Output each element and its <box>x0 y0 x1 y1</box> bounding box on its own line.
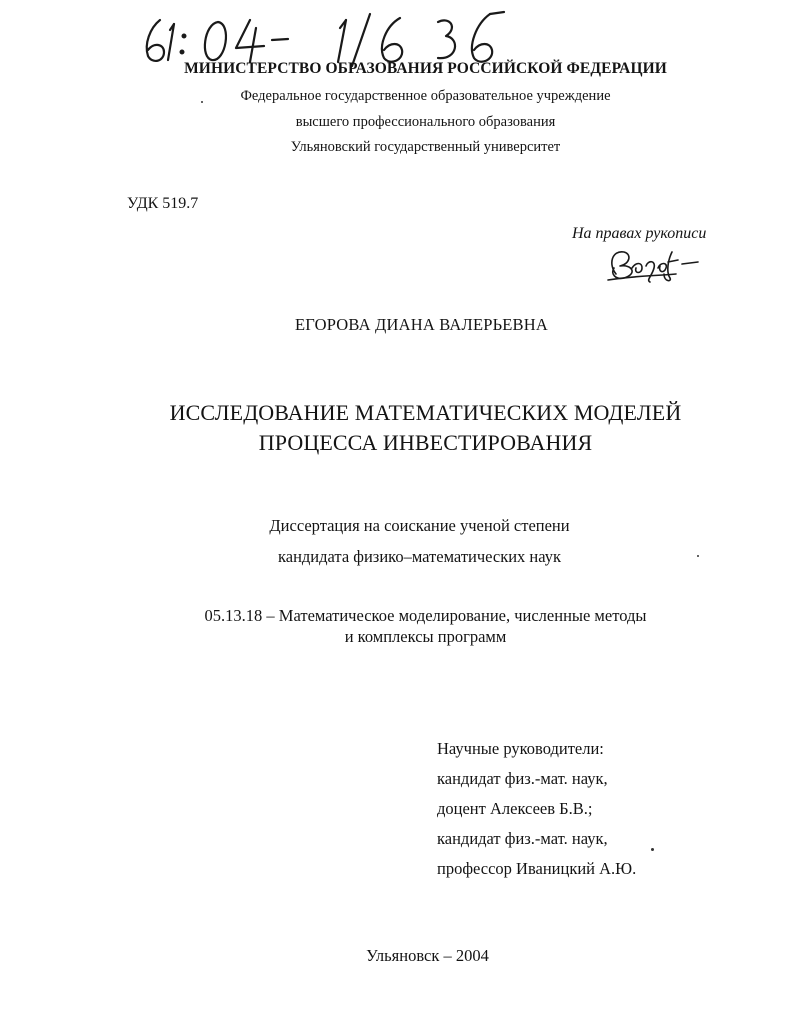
degree-line-1: Диссертация на соискание ученой степени <box>269 516 570 535</box>
supervisor-line: кандидат физ.-мат. наук, <box>437 769 608 788</box>
dissertation-title-line-1: ИССЛЕДОВАНИЕ МАТЕМАТИЧЕСКИХ МОДЕЛЕЙ <box>169 400 682 425</box>
author-signature <box>602 244 702 284</box>
supervisor-line: кандидат физ.-мат. наук, <box>437 829 608 848</box>
supervisor-line: профессор Иваницкий А.Ю. <box>437 859 637 878</box>
degree-line-2: кандидата физико–математических наук <box>277 547 562 566</box>
scan-speck <box>651 848 654 851</box>
city-year: Ульяновск – 2004 <box>366 946 489 965</box>
specialty-line-1: 05.13.18 – Математическое моделирование, численные методы <box>204 606 647 625</box>
specialty-line-2: и комплексы программ <box>344 627 507 646</box>
institution-line-1: Федеральное государственное образовательное учреждение <box>240 88 611 104</box>
author-name: ЕГОРОВА ДИАНА ВАЛЕРЬЕВНА <box>295 315 548 334</box>
handwritten-archive-code <box>138 6 538 68</box>
udk-code: УДК 519.7 <box>127 195 199 212</box>
dissertation-title-line-2: ПРОЦЕССА ИНВЕСТИРОВАНИЯ <box>258 430 593 455</box>
ministry-heading: МИНИСТЕРСТВО ОБРАЗОВАНИЯ РОССИЙСКОЙ ФЕДЕРАЦИИ <box>184 60 667 77</box>
scan-speck <box>697 555 699 557</box>
scan-speck <box>201 101 203 103</box>
manuscript-rights-note: На правах рукописи <box>572 225 707 242</box>
institution-line-2: высшего профессионального образования <box>295 114 556 130</box>
supervisors-heading: Научные руководители: <box>437 739 604 758</box>
supervisor-line: доцент Алексеев Б.В.; <box>437 799 593 818</box>
institution-line-3: Ульяновский государственный университет <box>290 139 561 155</box>
